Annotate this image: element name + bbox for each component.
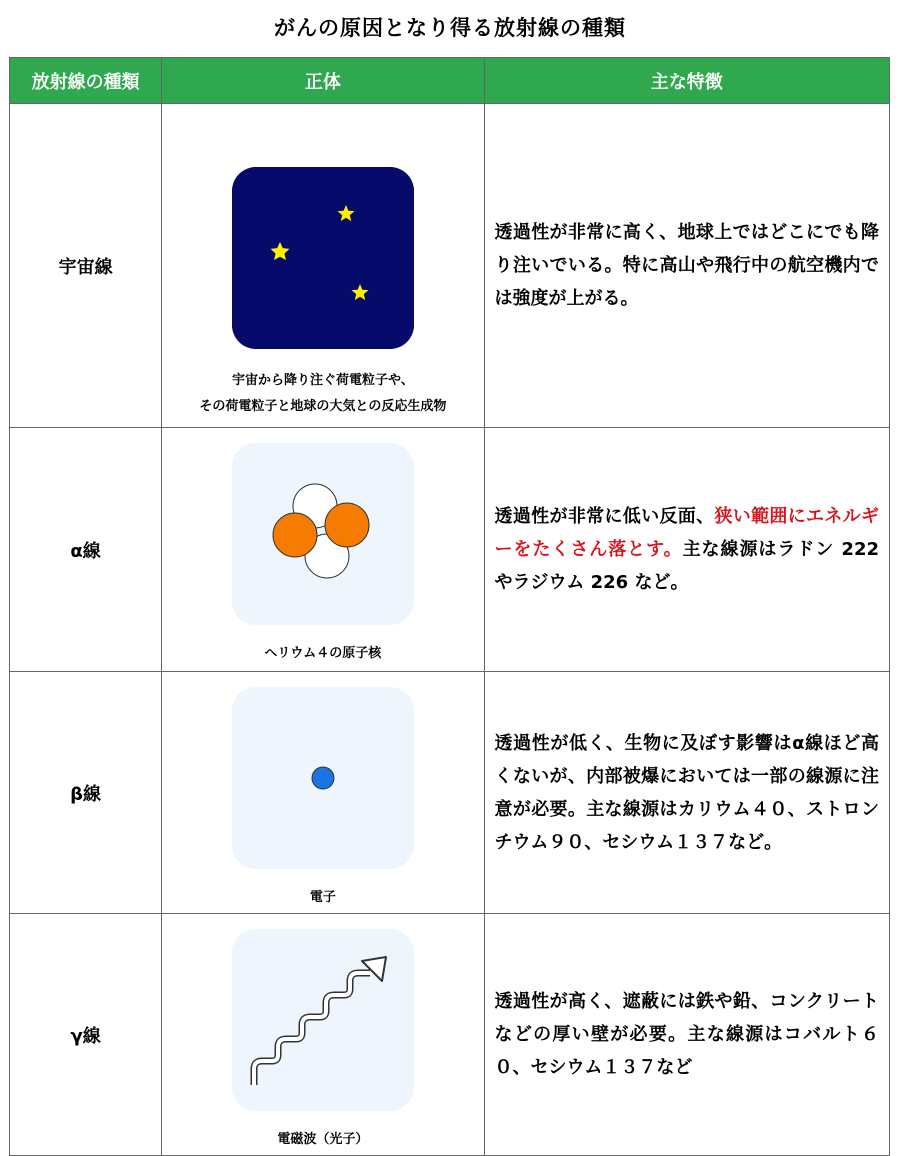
description-highlight: 狭い範囲にエネルギーをたくさん落とす。 (494, 506, 880, 560)
description-text: 透過性が非常に低い反面、 (494, 506, 715, 527)
visual-cell (162, 672, 484, 914)
visual-cell (162, 914, 484, 1156)
header-type: 放射線の種類 (10, 58, 162, 104)
star-field-icon (232, 167, 414, 349)
caption-line: 電子 (309, 890, 336, 905)
header-features: 主な特徴 (484, 58, 889, 104)
header-identity: 正体 (162, 58, 484, 104)
table-row-alpha (10, 428, 890, 672)
description-cell (484, 428, 889, 672)
type-cell: β線 (10, 672, 162, 914)
description-text-tail: 主な線源はラドン 222 やラジウム 226 など。 (494, 539, 880, 593)
caption-line: その荷電粒子と地球の大気との反応生成物 (199, 399, 447, 414)
electron-icon (232, 687, 414, 869)
description-cell (484, 914, 889, 1156)
table-row-gamma (10, 914, 890, 1156)
caption-line: 電磁波（光子） (277, 1132, 369, 1147)
helium-nucleus-icon (232, 443, 414, 625)
type-cell: 宇宙線 (10, 104, 162, 428)
caption-line: 宇宙から降り注ぐ荷電粒子や、 (231, 373, 414, 388)
caption-line: ヘリウム４の原子核 (264, 646, 382, 661)
visual-cell (162, 104, 484, 428)
wave-arrow-icon (232, 929, 414, 1111)
table-row-cosmic-ray (10, 104, 890, 428)
description-text: 透過性が非常に高く、地球上ではどこにでも降り注いでいる。特に高山や飛行中の航空機内では強度が上がる。 (494, 222, 879, 309)
visual-cell (162, 428, 484, 672)
table-header-row (10, 58, 890, 104)
type-cell: γ線 (10, 914, 162, 1156)
page-title: がんの原因となり得る放射線の種類 (274, 16, 626, 40)
description-text: 透過性が低く、生物に及ぼす影響はα線ほど高くないが、内部被爆においては一部の線源に注意が必要。主な線源はカリウム４０、ストロンチウム９０、セシウム１３７など。 (494, 732, 879, 853)
description-cell (484, 672, 889, 914)
radiation-table (9, 57, 890, 1156)
electron-shape (312, 767, 334, 789)
proton-shape (325, 503, 369, 547)
table-row-beta (10, 672, 890, 914)
description-text: 透過性が高く、遮蔽には鉄や鉛、コンクリートなどの厚い壁が必要。主な線源はコバルト６０、セシウム１３７など (494, 991, 879, 1078)
type-cell: α線 (10, 428, 162, 672)
proton-shape (273, 513, 317, 557)
description-cell (484, 104, 889, 428)
